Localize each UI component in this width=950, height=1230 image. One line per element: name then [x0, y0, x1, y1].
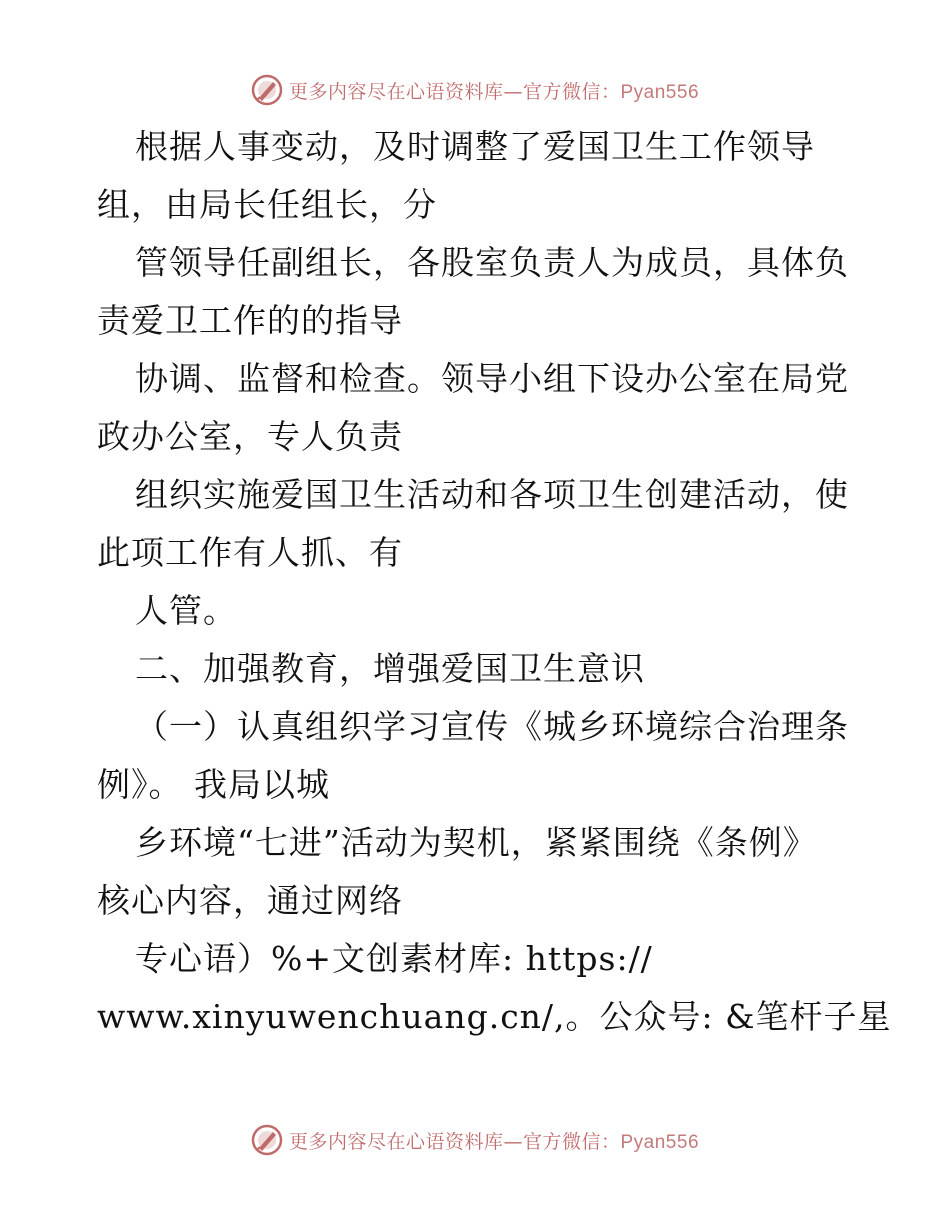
text-line: 此项工作有人抓、有 — [97, 533, 403, 572]
footer-banner — [0, 1120, 950, 1160]
header-banner-text — [289, 77, 699, 104]
footer-banner-main: 更多内容尽在心语资料库—官方微信： — [288, 1130, 621, 1153]
section-heading: 二、加强教育，增强爱国卫生意识 — [135, 649, 645, 688]
header-banner — [0, 70, 950, 110]
text-line: 例》。 我局以城 — [97, 765, 330, 804]
footer-banner-id: Pyan556 — [620, 1131, 700, 1153]
text-line: 根据人事变动，及时调整了爱国卫生工作领导 — [135, 127, 815, 166]
text-line: 组，由局长任组长，分 — [97, 185, 437, 224]
header-banner-id: Pyan556 — [620, 81, 700, 103]
text-line: 责爱卫工作的的指导 — [97, 301, 403, 340]
text-line: www.xinyuwenchuang.cn/,。公众号: &笔杆子星 — [97, 997, 892, 1036]
footer-banner-text — [289, 1127, 699, 1154]
document-body — [97, 118, 892, 1046]
text-line: 管领导任副组长，各股室负责人为成员，具体负 — [135, 243, 849, 282]
text-line: 协调、监督和检查。领导小组下设办公室在局党 — [135, 359, 849, 398]
text-line: 组织实施爱国卫生活动和各项卫生创建活动，使 — [135, 475, 849, 514]
text-line: 专心语）%+文创素材库: https:// — [135, 939, 653, 978]
text-line: 政办公室，专人负责 — [97, 417, 403, 456]
header-banner-main: 更多内容尽在心语资料库—官方微信： — [288, 80, 621, 103]
quill-pen-logo-icon — [251, 1124, 283, 1156]
text-line: 核心内容，通过网络 — [97, 881, 403, 920]
quill-pen-logo-icon — [251, 74, 283, 106]
text-line: 人管。 — [135, 591, 237, 630]
text-line: 乡环境“七进”活动为契机，紧紧围绕《条例》 — [135, 823, 817, 862]
subsection-heading: （一）认真组织学习宣传《城乡环境综合治理条 — [135, 707, 849, 746]
